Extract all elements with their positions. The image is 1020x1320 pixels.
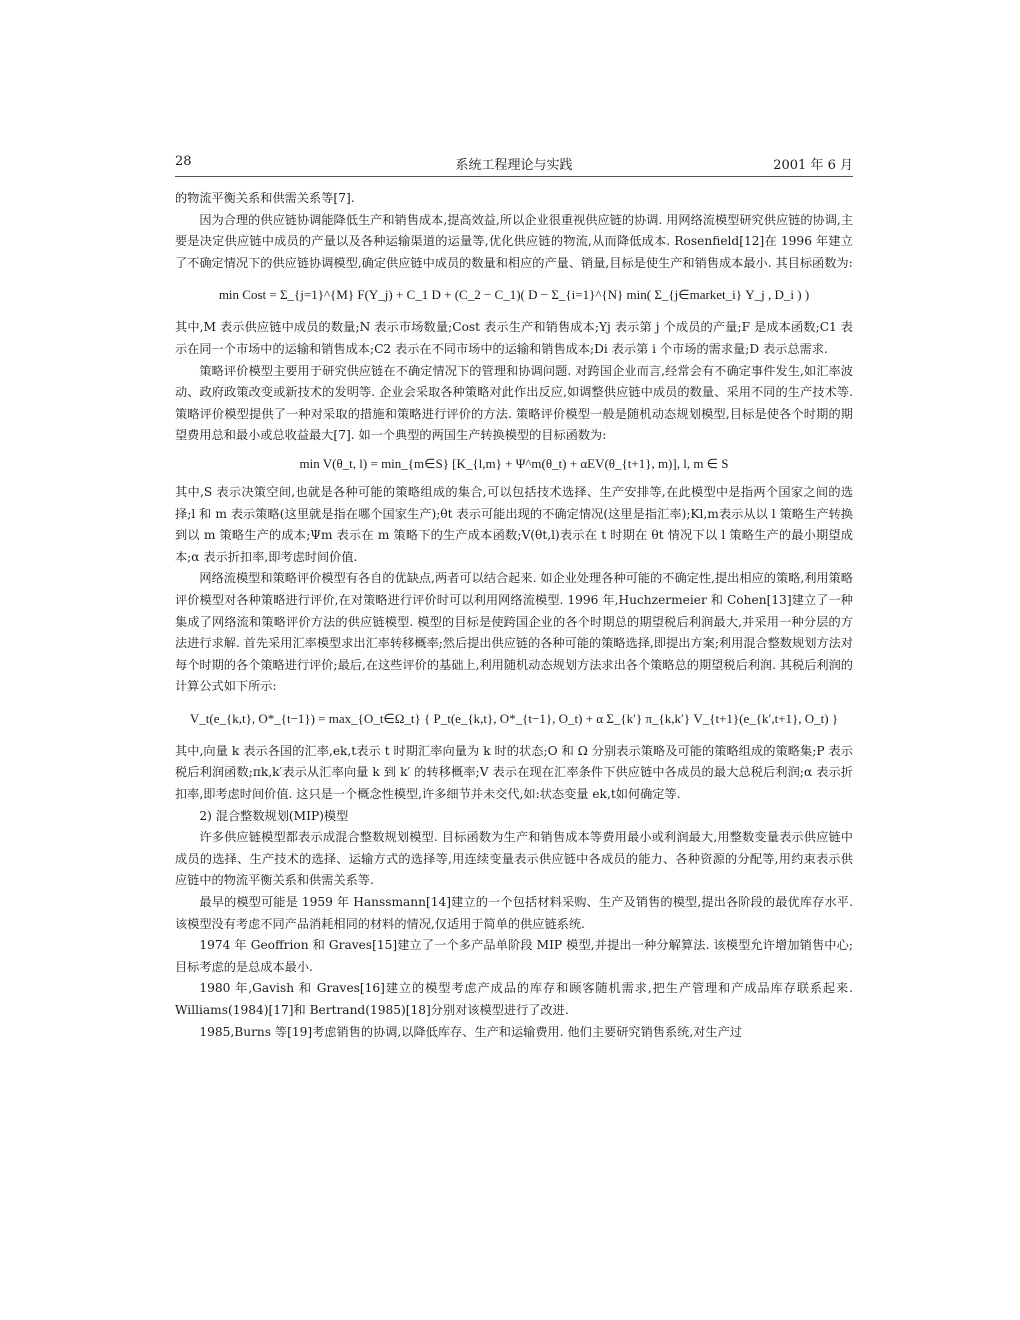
paragraph: 1980 年,Gavish 和 Graves[16]建立的模型考虑产成品的库存和顾客随机需求,把生产管理和产成品库存联系起来. Williams(1984)[17]和 Bertrand(1985)[18]分别对该模型进行了改进. (175, 981, 853, 1017)
paragraph: 其中,向量 k 表示各国的汇率,ek,t表示 t 时期汇率向量为 k 时的状态;O 和 Ω 分别表示策略及可能的策略组成的策略集;P 表示税后利润函数;πk,k′表示从汇率向量 k 到 k′ 的转移概率;V 表示在现在汇率条件下供应链中各成员的最大总税后利润;α 表示折扣率,即考虑时间价值. 这只是一个概念性模型,许多细节并未交代,如:状态变量 ek,t如何确定等. (175, 743, 853, 802)
equation-text: min Cost = Σ_{j=1}^{M} F(Y_j) + C_1 D + (C_2 − C_1)( D − Σ_{i=1}^{N} min( Σ_{j∈market_i} Y_j , D_i ) ) (218, 287, 810, 303)
journal-title: 系统工程理论与实践 (455, 158, 573, 173)
equation-min-cost (175, 277, 853, 313)
equation-text: V_t(e_{k,t}, O*_{t−1}) = max_{O_t∈Ω_t} { P_t(e_{k,t}, O*_{t−1}, O_t) + α Σ_{k′} π_{k,k′} V_{t+1}(e_{k′,t+1}, O_t) } (189, 710, 839, 726)
paragraph: 最早的模型可能是 1959 年 Hanssmann[14]建立的一个包括材料采购、生产及销售的模型,提出各阶段的最优库存水平. 该模型没有考虑不同产品消耗相同的材料的情况,仅适用于简单的供应链系统. (175, 895, 853, 931)
equation-after-tax-profit (175, 701, 853, 737)
article-body (175, 188, 853, 1043)
paragraph: 其中,M 表示供应链中成员的数量;N 表示市场数量;Cost 表示生产和销售成本;Yj 表示第 j 个成员的产量;F 是成本函数;C1 表示在同一个市场中的运输和销售成本;C2 表示在不同市场中的运输和销售成本;Di 表示第 i 个市场的需求量;D 表示总需求. (175, 320, 853, 356)
paragraph: 策略评价模型主要用于研究供应链在不确定情况下的管理和协调问题. 对跨国企业而言,经常会有不确定事件发生,如汇率波动、政府政策改变或新技术的发明等. 企业会采取各种策略对此作出反应,如调整供应链中成员的数量、采用不同的生产技术等. 策略评价模型提供了一种对采取的措施和策略进行评价的方法. 策略评价模型一般是随机动态规划模型,目标是使各个时期的期望费用总和最小或总收益最大[7]. 如一个典型的两国生产转换模型的目标函数为: (175, 363, 853, 443)
paragraph: 1974 年 Geoffrion 和 Graves[15]建立了一个多产品单阶段 MIP 模型,并提出一种分解算法. 该模型允许增加销售中心;目标考虑的是总成本最小. (175, 938, 853, 974)
page-number: 28 (175, 154, 192, 169)
equation-text: min V(θ_t, l) = min_{m∈S} [K_{l,m} + Ψ^m(θ_t) + αEV(θ_{t+1}, m)], l, m ∈ S (299, 455, 729, 471)
paragraph: 1985,Burns 等[19]考虑销售的协调,以降低库存、生产和运输费用. 他们主要研究销售系统,对生产过 (199, 1024, 742, 1039)
paragraph: 的物流平衡关系和供需关系等[7]. (175, 191, 355, 205)
paragraph: 因为合理的供应链协调能降低生产和销售成本,提高效益,所以企业很重视供应链的协调. 用网络流模型研究供应链的协调,主要是决定供应链中成员的产量以及各种运输渠道的运量等,优化供应链的物流,从而降低成本. Rosenfield[12]在 1996 年建立了不确定情况下的供应链协调模型,确定供应链中成员的数量和相应的产量、销量,目标是使生产和销售成本最小. 其目标函数为: (175, 212, 853, 270)
paragraph: 网络流模型和策略评价模型有各自的优缺点,两者可以结合起来. 如企业处理各种可能的不确定性,提出相应的策略,利用策略评价模型对各种策略进行评价,在对策略进行评价时可以利用网络流模型. 1996 年,Huchzermeier 和 Cohen[13]建立了一种集成了网络流和策略评价方法的供应链模型. 模型的目标是使跨国企业的各个时期总的期望税后利润最大,并采用一种分层的方法进行求解. 首先采用汇率模型求出汇率转移概率;然后提出供应链的各种可能的策略选择,即提出方案;利用混合整数规划方法对每个时期的各个策略进行评价;最后,在这些评价的基础上,利用随机动态规划方法求出各个策略总的期望税后利润. 其税后利润的计算公式如下所示: (175, 571, 853, 694)
equation-min-value (175, 450, 853, 478)
paragraph: 许多供应链模型都表示成混合整数规划模型. 目标函数为生产和销售成本等费用最小或利润最大,用整数变量表示供应链中成员的选择、生产技术的选择、运输方式的选择等,用连续变量表示供应链中各成员的能力、各种资源的分配等,用约束表示供应链中的物流平衡关系和供需关系等. (175, 830, 853, 888)
issue-date: 2001 年 6 月 (773, 158, 853, 173)
section-heading: 2) 混合整数规划(MIP)模型 (199, 808, 349, 823)
paragraph: 其中,S 表示决策空间,也就是各种可能的策略组成的集合,可以包括技术选择、生产安排等,在此模型中是指两个国家之间的选择;l 和 m 表示策略(这里就是指在哪个国家生产);θt 表示可能出现的不确定情况(这里是指汇率);Kl,m表示从以 l 策略生产转换到以 m 策略生产的成本;Ψm 表示在 m 策略下的生产成本函数;V(θt,l)表示在 t 时期在 θt 情况下以 l 策略生产的最小期望成本;α 表示折扣率,即考虑时间价值. (175, 484, 853, 564)
page-header (175, 152, 853, 177)
